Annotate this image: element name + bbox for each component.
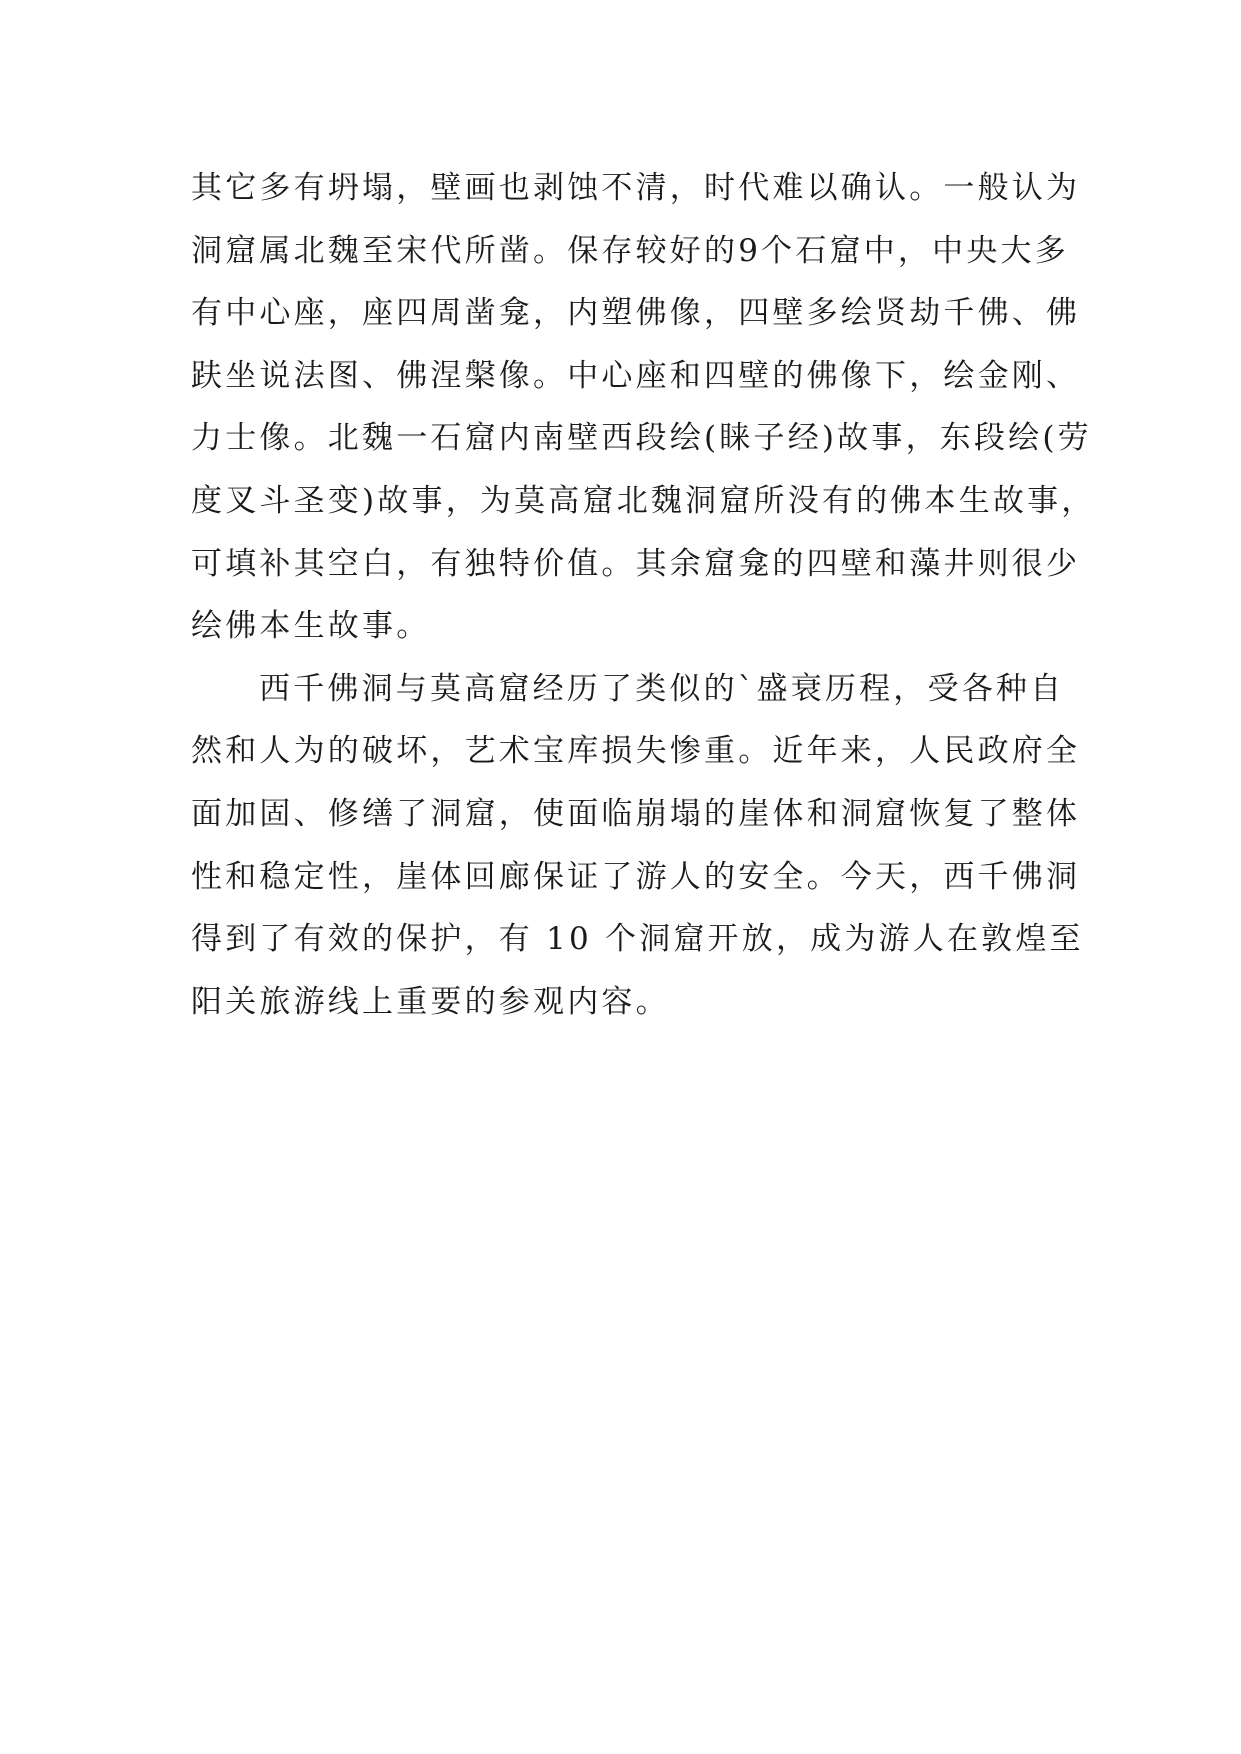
paragraph-2 — [191, 658, 1084, 1034]
paragraph-line: 绘佛本生故事。 — [191, 608, 431, 645]
paragraph-line: 趺坐说法图、佛涅槃像。中心座和四壁的佛像下，绘金刚、 — [191, 357, 1081, 394]
paragraph-line: 有中心座，座四周凿龛，内塑佛像，四壁多绘贤劫千佛、佛 — [191, 295, 1081, 332]
paragraph-line: 性和稳定性，崖体回廊保证了游人的安全。今天，西千佛洞 — [191, 858, 1081, 895]
paragraph-line: 力士像。北魏一石窟内南壁西段绘(睐子经)故事，东段绘(劳 — [191, 420, 1092, 457]
paragraph-line: 洞窟属北魏至宋代所凿。保存较好的9个石窟中，中央大多 — [191, 232, 1069, 269]
paragraph-line: 阳关旅游线上重要的参观内容。 — [191, 983, 670, 1020]
paragraph-line: 得到了有效的保护，有 10 个洞窟开放，成为游人在敦煌至 — [191, 921, 1084, 958]
paragraph-line: 可填补其空白，有独特价值。其余窟龛的四壁和藻井则很少 — [191, 545, 1081, 582]
paragraph-line: 度叉斗圣变)故事，为莫高窟北魏洞窟所没有的佛本生故事， — [191, 482, 1096, 519]
paragraph-1 — [191, 157, 1096, 658]
paragraph-line: 然和人为的破坏，艺术宝库损失惨重。近年来，人民政府全 — [191, 733, 1081, 770]
paragraph-line: 面加固、修缮了洞窟，使面临崩塌的崖体和洞窟恢复了整体 — [191, 795, 1081, 832]
paragraph-line: 西千佛洞与莫高窟经历了类似的`盛衰历程，受各种自 — [259, 670, 1065, 707]
paragraph-line: 其它多有坍塌，壁画也剥蚀不清，时代难以确认。一般认为 — [191, 170, 1081, 206]
document-body — [191, 157, 1096, 1033]
